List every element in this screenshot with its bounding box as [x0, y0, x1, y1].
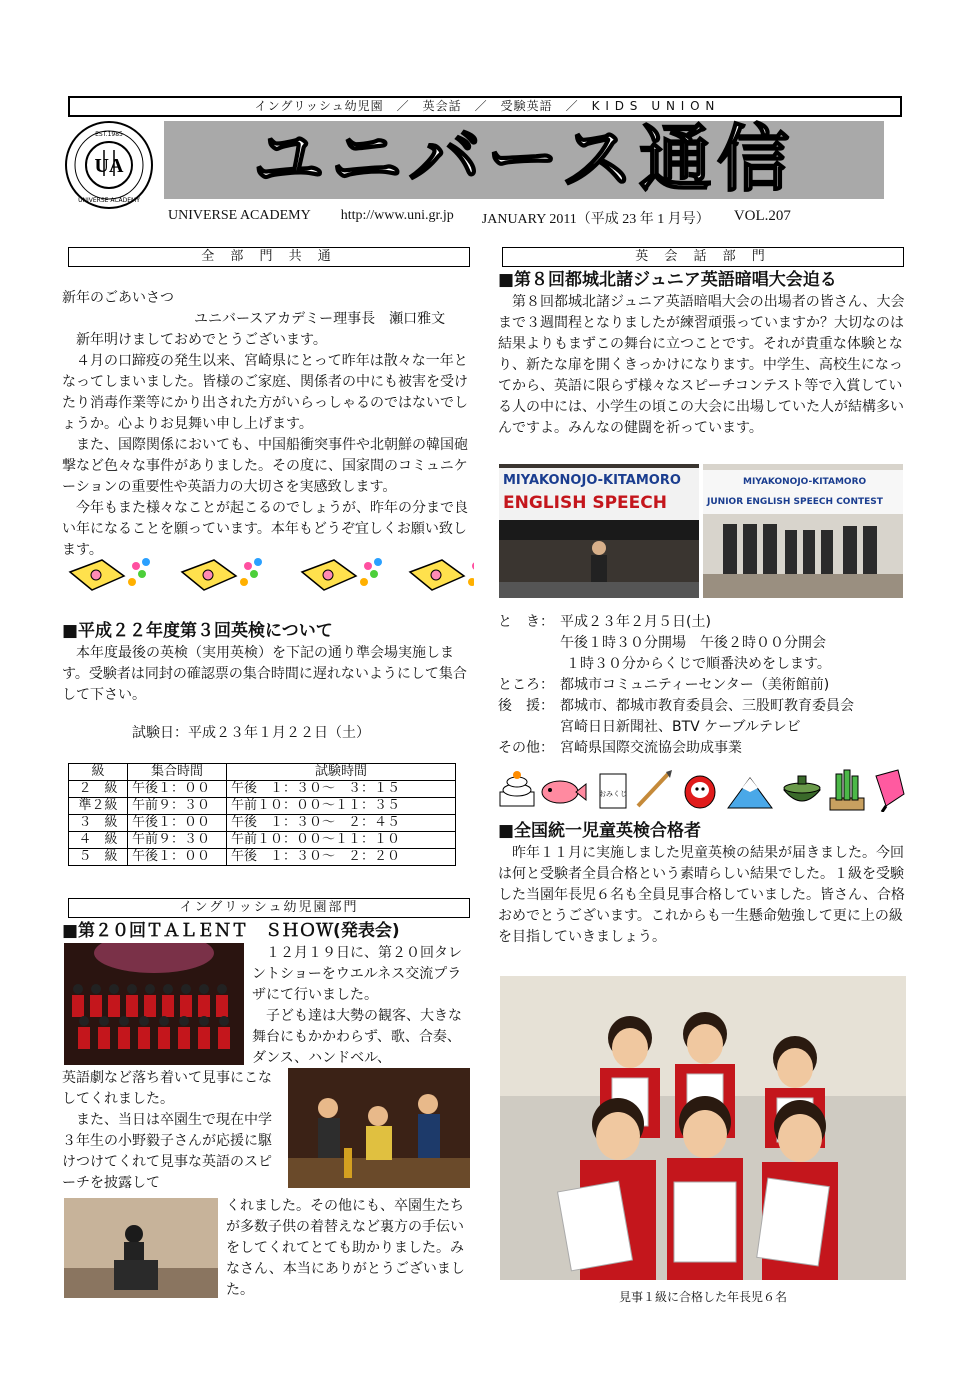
seal-name: UNIVERSE ACADEMY: [78, 197, 140, 204]
table-cell: ５ 級: [69, 849, 128, 866]
table-row: [69, 832, 456, 849]
jidou-eiken-heading: ■全国統一児童英検合格者: [498, 821, 702, 841]
seal-year: EST.1985: [95, 131, 123, 138]
detail-value: 都城市コミュニティーセンター（美術館前): [560, 677, 830, 693]
table-cell: 午前９：３０: [128, 798, 227, 815]
website-url[interactable]: http://www.uni.gr.jp: [340, 208, 454, 223]
contest-stage-photo: [499, 464, 699, 598]
table-header-row: [69, 764, 456, 781]
masthead-subline: [168, 208, 888, 228]
passing-children-photo: [500, 976, 906, 1280]
detail-value: 宮崎県国際交流協会助成事業: [560, 740, 742, 756]
academy-seal-logo: [64, 120, 154, 210]
table-cell: 午前１０：００～１１：３５: [227, 798, 456, 815]
talent-text: また、当日は卒園生で現在中学３年生の小野毅子さんが応援に駆けつけてくれて見事な英語のスピーチを披露して: [62, 1112, 272, 1191]
contest-details: [498, 612, 918, 759]
kadomatsu-icon: [830, 770, 864, 810]
new-year-decoration-icon: [62, 552, 474, 600]
detail-row: [498, 696, 918, 717]
table-row: [69, 849, 456, 866]
mount-fuji-icon: [728, 778, 772, 808]
greeting-para-4: 今年もまた様々なことが起こるのでしょうが、昨年の分まで良い年になることを願っています。本年もどうぞ宜しくお願い致します。: [62, 500, 468, 558]
detail-value: 午後１時３０分開場 午後２時００分開会: [560, 635, 826, 651]
volume-number: VOL.207: [733, 208, 791, 224]
detail-label: ところ：: [498, 677, 554, 693]
banner-text: JUNIOR ENGLISH SPEECH CONTEST: [707, 497, 883, 507]
detail-label: その他：: [498, 740, 554, 756]
talent-text: １２月１９日に、第２０回タレントショーをウエルネス交流プラザにて行いました。: [252, 945, 462, 1003]
detail-row: [498, 654, 918, 675]
table-cell: 午後 １：３０～ ３：１５: [227, 781, 456, 798]
talent-show-para-3: くれました。その他にも、卒園生たちが多数子供の着替えなど裏方の手伝いをしてくれてとても助かりました。みなさん、本当にありがとうございました。: [226, 1198, 465, 1298]
greeting-signature: ユニバースアカデミー理事長 瀬口雅文: [194, 311, 446, 327]
banner-text: ENGLISH SPEECH: [503, 493, 667, 513]
talent-show-play-photo: [288, 1068, 470, 1188]
detail-row: [498, 738, 918, 759]
detail-row: [498, 612, 918, 633]
svg-text:UA: UA: [94, 155, 124, 177]
svg-text:おみくじ: おみくじ: [599, 790, 627, 798]
detail-value: 宮崎日日新聞社、BTV ケーブルテレビ: [560, 719, 801, 735]
talent-text: 英語劇など落ち着いて見事にこなしてくれました。: [62, 1070, 272, 1107]
table-row: [69, 781, 456, 798]
eiken-schedule-table: [68, 763, 456, 866]
issue-date: JANUARY 2011（平成 23 年 1 月号）: [481, 212, 710, 227]
photo-caption: 見事１級に合格した年長児６名: [618, 1290, 787, 1304]
eiken-text: 本年度最後の英検（実用英検）を下記の通り準会場実施します。受験者は同封の確認票の集合時間に遅れないようにして集合して下さい。: [62, 645, 467, 703]
table-header: 試験時間: [227, 764, 456, 781]
banner-text: MIYAKONOJO-KITAMORO: [503, 473, 681, 488]
table-row: [69, 815, 456, 832]
detail-row: [498, 717, 918, 738]
newsletter-title: ユニバース通信: [252, 117, 796, 201]
banner-text: MIYAKONOJO-KITAMORO: [743, 477, 867, 487]
detail-label: と き：: [498, 614, 554, 630]
detail-value: 平成２３年２月５日(土): [560, 614, 711, 630]
table-cell: 午後１：００: [128, 815, 227, 832]
greeting-para-2: ４月の口蹄疫の発生以来、宮崎県にとって昨年は散々な一年となってしまいました。皆様のご家庭、関係者の中にも被害を受けたり消毒作業等にかり出された方がいらっしゃるのではないでしょうか。心よりお見舞い申し上げます。: [62, 353, 468, 432]
contest-heading: ■第８回都城北諸ジュニア英語暗唱大会迫る: [498, 270, 837, 290]
detail-value: 都城市、都城市教育委員会、三股町教育委員会: [560, 698, 854, 714]
greeting-title: 新年のごあいさつ: [62, 290, 174, 306]
table-cell: ３ 級: [69, 815, 128, 832]
table-cell: 午後１：００: [128, 781, 227, 798]
talent-show-para-1: [252, 943, 472, 1069]
talent-show-heading: ■第２０回ＴＡＬＥＮＴ ＳＨＯＷ(発表会): [62, 921, 400, 941]
table-cell: 午後 １：３０～ ２：４５: [227, 815, 456, 832]
table-cell: 午前９：３０: [128, 832, 227, 849]
table-row: [69, 798, 456, 815]
exam-date: 試験日：平成２３年１月２２日（土）: [132, 725, 370, 741]
detail-value: １時３０分からくじで順番決めをします。: [566, 656, 831, 672]
hagoita-icon: [876, 770, 904, 812]
detail-row: [498, 675, 918, 696]
table-cell: ２ 級: [69, 781, 128, 798]
talent-show-para-2: [62, 1068, 284, 1194]
table-cell: 午後 １：３０～ ２：２０: [227, 849, 456, 866]
table-cell: 午前１０：００～１１：１０: [227, 832, 456, 849]
academy-name: UNIVERSE ACADEMY: [168, 208, 311, 223]
contest-group-photo: [703, 464, 903, 598]
detail-row: [498, 633, 918, 654]
ozoni-bowl-icon: [784, 776, 820, 801]
table-cell: 午後１：００: [128, 849, 227, 866]
talent-show-choir-photo: [64, 943, 244, 1065]
contest-text: 第８回都城北諸ジュニア英語暗唱大会の出場者の皆さん、大会まで３週間程となりましたが練習頑張っていますか？大切なのは結果よりもまずこの舞台に立つことです。それが貴重な体験となり、新たな扉を開くきっかけになります。中学生、高校生になってから、英語に限らず様々なスピーチコンテスト等で入賞している人の中には、小学生の頃この大会に出場していた人が結構多いんですよ。みんなの健闘を祈っています。: [498, 294, 905, 436]
table-cell: ４ 級: [69, 832, 128, 849]
kagami-mochi-icon: [500, 771, 534, 806]
tai-fish-icon: [542, 781, 586, 803]
jidou-eiken-text: 昨年１１月に実施しました児童英検の結果が届きました。今回は何と受験者全員合格という素晴らしい結果でした。１級を受験した当園年長児６名も全員見事合格していました。皆さん、合格おめでとうございます。これからも一生懸命勉強して更に上の級を目指していきましょう。: [498, 845, 905, 945]
table-cell: 準２級: [69, 798, 128, 815]
daruma-icon: [685, 776, 715, 808]
greeting-block: [62, 288, 474, 561]
greeting-para-1: 新年明けましておめでとうございます。: [62, 332, 327, 348]
table-header: 級: [69, 764, 128, 781]
table-header: 集合時間: [128, 764, 227, 781]
detail-label: 後 援：: [498, 698, 554, 714]
eiken-heading: ■平成２２年度第３回英検について: [62, 621, 333, 641]
omikuji-icon: [599, 774, 627, 808]
section-english-conversation: 英 会 話 部 門: [502, 247, 904, 267]
speech-student-photo: [64, 1198, 218, 1298]
greeting-para-3: また、国際関係においても、中国船衝突事件や北朝鮮の韓国砲撃など色々な事件がありました。その度に、国家間のコミュニケーションの重要性や英語力の大切さを実感致します。: [62, 437, 468, 495]
talent-text: 子ども達は大勢の観客、大きな舞台にもかかわらず、歌、合奏、ダンス、ハンドベル、: [252, 1008, 462, 1066]
section-all-departments: 全 部 門 共 通: [68, 247, 470, 267]
masthead-topline: イングリッシュ幼児園 ／ 英会話 ／ 受験英語 ／ K I D S U N I O N: [68, 96, 902, 117]
section-kindergarten: イングリッシュ幼児園部門: [68, 898, 470, 918]
new-year-icons-row: [498, 768, 910, 812]
hamaya-arrow-icon: [638, 770, 672, 806]
